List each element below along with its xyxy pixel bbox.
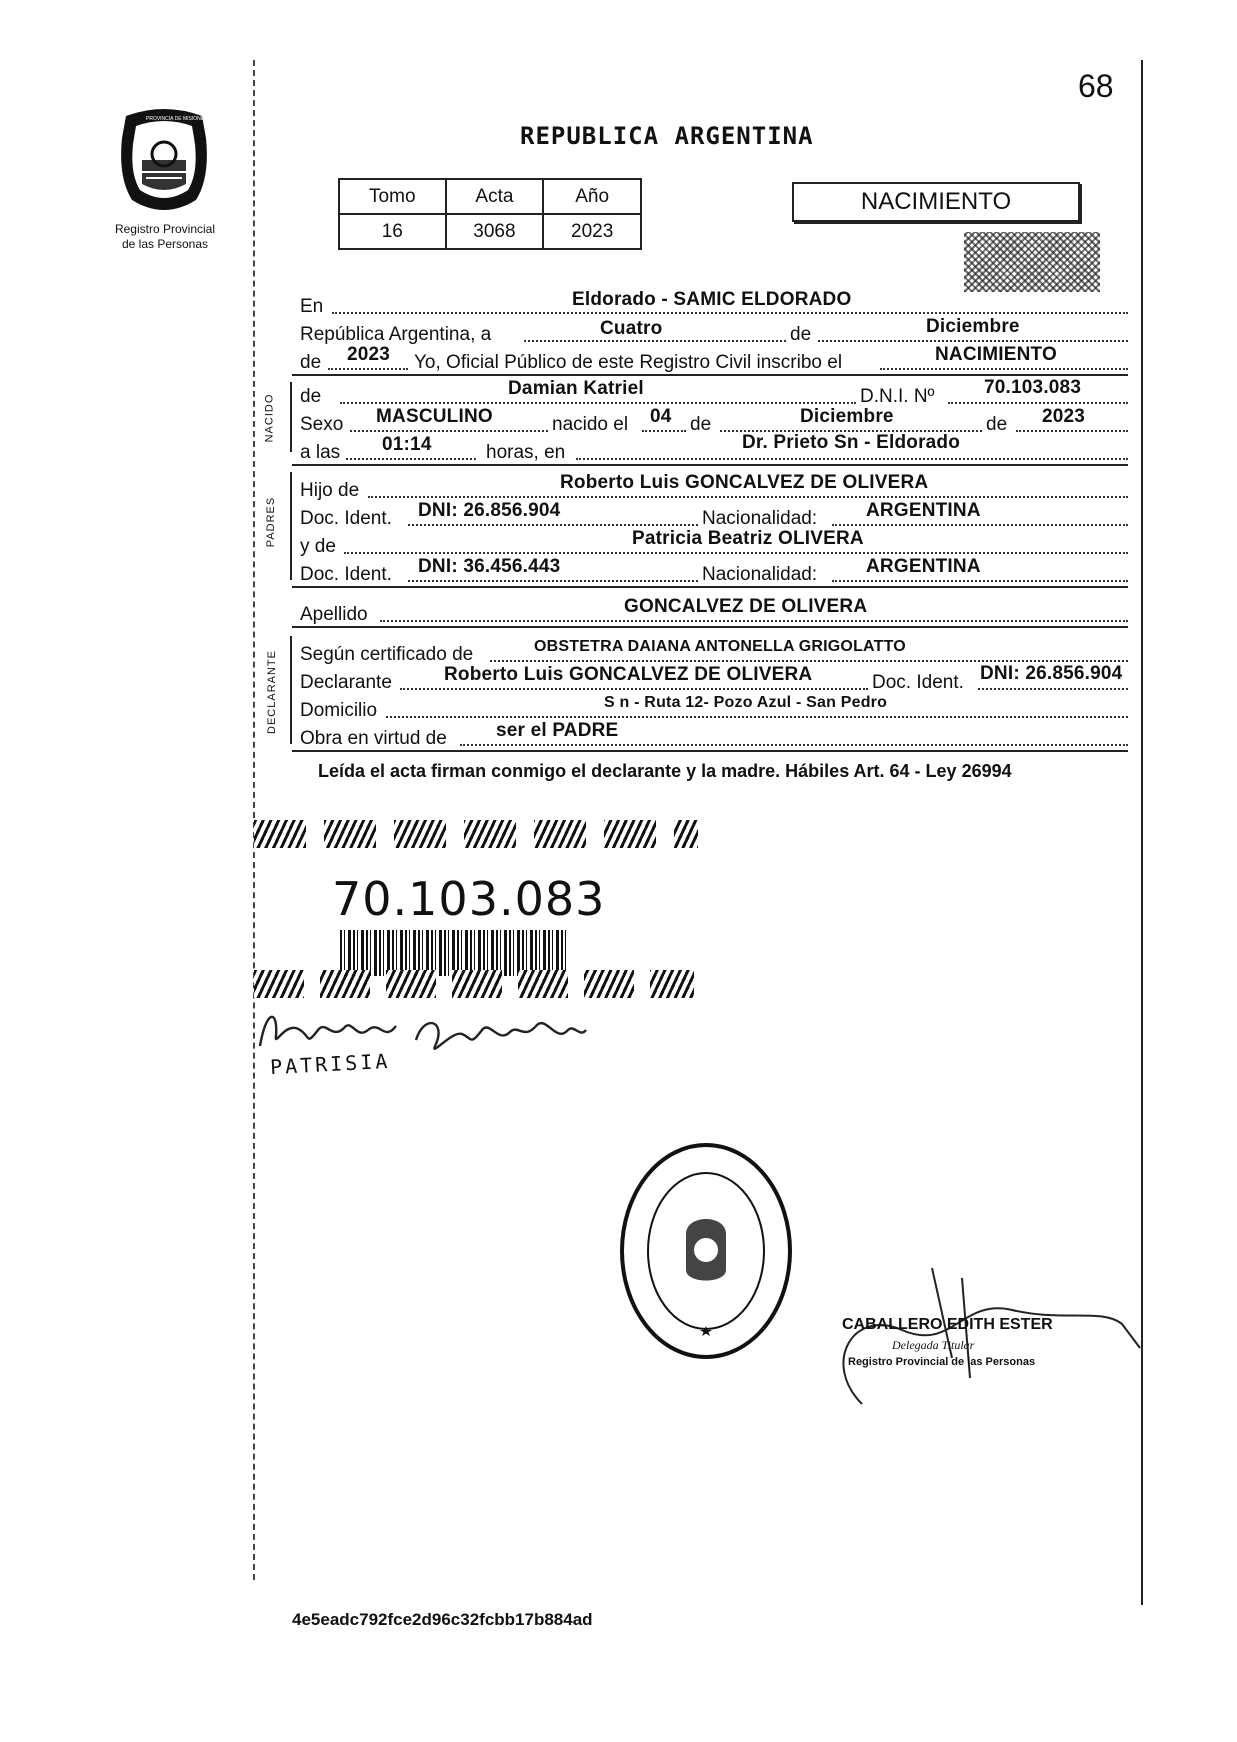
father-nationality: ARGENTINA (866, 500, 981, 521)
dots (978, 688, 1128, 690)
hline (292, 750, 1128, 752)
label-father-nac: Nacionalidad: (702, 508, 818, 529)
security-stamp (964, 232, 1100, 292)
father-doc: DNI: 26.856.904 (418, 500, 561, 521)
dots (1016, 430, 1128, 432)
label-cert: Según certificado de (300, 644, 474, 665)
doc-type-label: NACIMIENTO (860, 188, 1012, 215)
label-declarante-doc: Doc. Ident. (872, 672, 964, 693)
hline (292, 374, 1128, 376)
declarante-name: Roberto Luis GONCALVEZ DE OLIVERA (444, 664, 813, 685)
misiones-seal-icon (112, 108, 217, 216)
day-value: Cuatro (600, 318, 663, 339)
label-dni: D.N.I. Nº (860, 386, 935, 407)
dots (576, 458, 1128, 460)
official-seal (616, 1138, 796, 1364)
acta-value: 3068 (446, 214, 544, 249)
dots (346, 458, 476, 460)
label-de-year: de (300, 352, 322, 373)
mother-name: Patricia Beatriz OLIVERA (632, 528, 864, 549)
acta-header: Acta (446, 179, 544, 214)
child-name: Damian Katriel (508, 378, 644, 399)
page-number: 68 (1078, 68, 1114, 104)
address-value: S n - Ruta 12- Pozo Azul - San Pedro (604, 694, 888, 711)
hline (292, 464, 1128, 466)
dots (350, 430, 548, 432)
signature-2: PATRISIA (269, 1048, 391, 1080)
label-en: En (300, 296, 324, 317)
birth-day: 04 (650, 406, 672, 427)
section-nacido: NACIDO (263, 393, 276, 443)
event-value: NACIMIENTO (935, 344, 1057, 365)
seal-text: PROVINCIA DE MISIONES (146, 116, 208, 122)
label-declarante: Declarante (300, 672, 392, 693)
label-apellido: Apellido (300, 604, 368, 625)
mother-doc: DNI: 36.456.443 (418, 556, 561, 577)
closing-text: Leída el acta firman conmigo el declarante y la madre. Hábiles Art. 64 - Ley 26994 (318, 761, 1012, 781)
label-mother-nac: Nacionalidad: (702, 564, 818, 585)
hline (292, 586, 1128, 588)
birth-time: 01:14 (382, 434, 432, 455)
stamp-line-2: Delegada Titular (892, 1338, 975, 1352)
place-value: Eldorado - SAMIC ELDORADO (572, 289, 852, 310)
label-republica: República Argentina, a (300, 324, 492, 345)
sidebar (290, 636, 292, 744)
stamp-line-1: CABALLERO EDITH ESTER (842, 1316, 1053, 1333)
label-hijo: Hijo de (300, 480, 360, 501)
anio-header: Año (543, 179, 641, 214)
label-yde: y de (300, 536, 336, 557)
certificate-value: OBSTETRA DAIANA ANTONELLA GRIGOLATTO (534, 638, 906, 655)
registry-logo (112, 108, 217, 216)
dots (380, 620, 1128, 622)
dots (340, 402, 856, 404)
label-horas: horas, en (486, 442, 566, 463)
dots (524, 340, 786, 342)
label-nacido-el: nacido el (552, 414, 629, 435)
dots (880, 368, 1128, 370)
dots (642, 430, 686, 432)
barcode-number: 70.103.083 (332, 872, 606, 926)
tomo-header: Tomo (339, 179, 446, 214)
declarante-doc: DNI: 26.856.904 (980, 663, 1123, 684)
apellido-value: GONCALVEZ DE OLIVERA (624, 596, 868, 617)
birth-year: 2023 (1042, 406, 1086, 427)
year-value: 2023 (347, 344, 391, 365)
country-title: REPUBLICA ARGENTINA (520, 122, 814, 150)
dots (344, 552, 1128, 554)
dots (400, 688, 868, 690)
dots (818, 340, 1128, 342)
label-oficial: Yo, Oficial Público de este Registro Civil inscribo el (414, 352, 843, 373)
sidebar (290, 382, 292, 452)
dots (408, 524, 698, 526)
dots (490, 660, 1128, 662)
doc-type-box (792, 182, 1080, 222)
label-de-month: de (790, 324, 812, 345)
dots (368, 496, 1128, 498)
dots (386, 716, 1128, 718)
section-declarante: DECLARANTE (265, 650, 278, 734)
dots (832, 580, 1128, 582)
label-obra: Obra en virtud de (300, 728, 447, 749)
anio-value: 2023 (543, 214, 641, 249)
registry-caption-2: de las Personas (121, 237, 209, 251)
dots (460, 744, 1128, 746)
document-hash: 4e5eadc792fce2d96c32fcbb17b884ad (292, 1610, 593, 1629)
dots (328, 368, 408, 370)
label-sexo: Sexo (300, 414, 344, 435)
dots (948, 402, 1128, 404)
tomo-value: 16 (339, 214, 446, 249)
label-domicilio: Domicilio (300, 700, 378, 721)
label-de-y: de (986, 414, 1008, 435)
security-band-top (254, 820, 698, 848)
label-mother-doc: Doc. Ident. (300, 564, 392, 585)
label-father-doc: Doc. Ident. (300, 508, 392, 529)
section-padres: PADRES (265, 496, 278, 548)
father-name: Roberto Luis GONCALVEZ DE OLIVERA (560, 472, 929, 493)
official-signature (822, 1268, 1142, 1408)
security-band-bottom (254, 970, 694, 998)
sexo-value: MASCULINO (376, 406, 493, 427)
hline (292, 626, 1128, 628)
book-table (338, 178, 642, 250)
label-alas: a las (300, 442, 341, 463)
stamp-line-3: Registro Provincial de las Personas (848, 1356, 1036, 1368)
mother-nationality: ARGENTINA (866, 556, 981, 577)
sidebar (290, 472, 292, 580)
label-de-m: de (690, 414, 712, 435)
birth-place: Dr. Prieto Sn - Eldorado (742, 432, 961, 453)
child-dni: 70.103.083 (984, 377, 1082, 398)
month-value: Diciembre (926, 316, 1020, 337)
label-de-name: de (300, 386, 322, 407)
dots (332, 312, 1128, 314)
dots (832, 524, 1128, 526)
registry-caption-1: Registro Provincial (114, 222, 216, 236)
reason-value: ser el PADRE (496, 720, 619, 741)
dots (408, 580, 698, 582)
birth-month: Diciembre (800, 406, 894, 427)
